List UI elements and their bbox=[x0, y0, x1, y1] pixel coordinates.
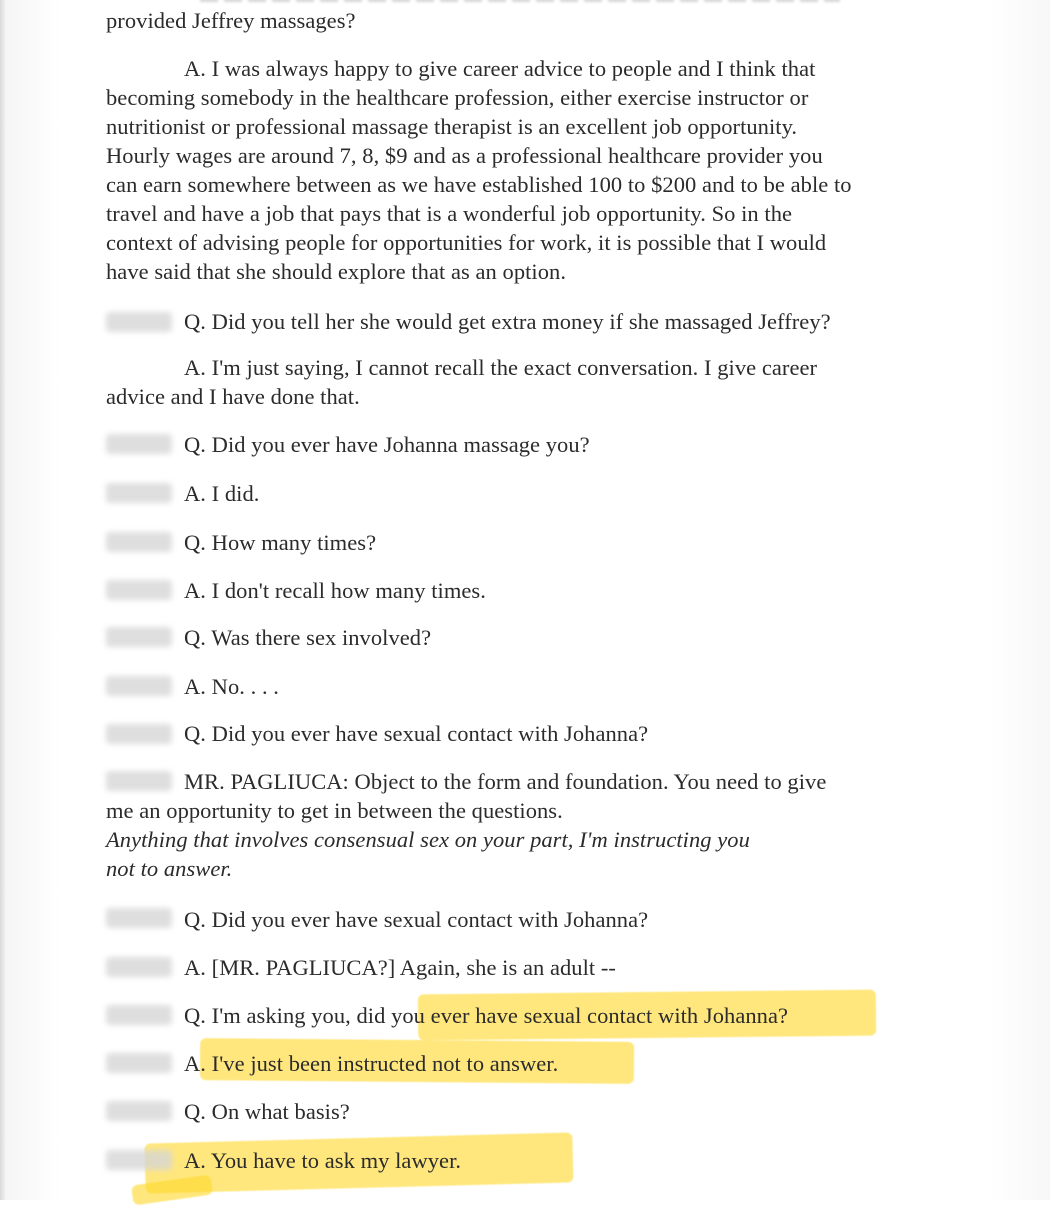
answer-career-advice bbox=[106, 54, 986, 286]
question-asking-prefix: Q. I'm asking you, did bbox=[184, 1003, 392, 1028]
objection-line: MR. PAGLIUCA: Object to the form and foundation. You need to give bbox=[184, 769, 827, 794]
question-sexual-contact-2: Q. Did you ever have sexual contact with Johanna? bbox=[184, 907, 649, 932]
question-how-many: Q. How many times? bbox=[184, 530, 377, 555]
answer-instructed-prefix: A. bbox=[184, 1051, 212, 1076]
answer-line: can earn somewhere between as we have established 100 to $200 and to be able to bbox=[106, 172, 852, 197]
answer-did: A. I did. bbox=[184, 481, 260, 506]
answer-line: A. I was always happy to give career advice to people and I think that bbox=[184, 56, 816, 81]
margin-redaction bbox=[106, 532, 172, 552]
answer-line: becoming somebody in the healthcare profession, either exercise instructor or bbox=[106, 85, 809, 110]
instruction-line: not to answer. bbox=[106, 856, 233, 881]
question-johanna-massage: Q. Did you ever have Johanna massage you? bbox=[184, 432, 590, 457]
margin-redaction bbox=[106, 312, 172, 332]
margin-redaction bbox=[106, 1101, 172, 1121]
margin-redaction bbox=[106, 724, 172, 744]
question-extra-money: Q. Did you tell her she would get extra money if she massaged Jeffrey? bbox=[184, 309, 831, 334]
margin-redaction bbox=[106, 1150, 172, 1170]
scan-edge-shadow bbox=[0, 0, 6, 1200]
margin-redaction bbox=[106, 483, 172, 503]
top-fragment: provided Jeffrey massages? bbox=[106, 8, 356, 33]
objection-line: me an opportunity to get in between the questions. bbox=[106, 798, 563, 823]
margin-redaction bbox=[106, 434, 172, 454]
answer-lawyer: A. You have to ask my lawyer. bbox=[184, 1148, 462, 1173]
cut-off-line-top bbox=[200, 0, 840, 2]
answer-dont-recall: A. I don't recall how many times. bbox=[184, 578, 486, 603]
answer-line: have said that she should explore that as an option. bbox=[106, 259, 566, 284]
objection-paragraph bbox=[106, 767, 986, 883]
instruction-line: Anything that involves consensual sex on your part, I'm instructing you bbox=[106, 827, 750, 852]
question-asking bbox=[184, 1001, 788, 1030]
answer-just-saying bbox=[106, 353, 986, 411]
question-basis: Q. On what basis? bbox=[184, 1099, 350, 1124]
question-sex-involved: Q. Was there sex involved? bbox=[184, 625, 432, 650]
margin-redaction bbox=[106, 676, 172, 696]
highlight-mark-final-tail bbox=[131, 1175, 213, 1205]
answer-line: A. I'm just saying, I cannot recall the exact conversation. I give career bbox=[184, 355, 818, 380]
answer-instructed bbox=[184, 1049, 558, 1078]
answer-line: Hourly wages are around 7, 8, $9 and as a professional healthcare provider you bbox=[106, 143, 823, 168]
answer-line: nutritionist or professional massage therapist is an excellent job opportunity. bbox=[106, 114, 798, 139]
margin-redaction bbox=[106, 627, 172, 647]
margin-redaction bbox=[106, 580, 172, 600]
margin-redaction bbox=[106, 957, 172, 977]
question-sexual-contact-1: Q. Did you ever have sexual contact with Johanna? bbox=[184, 721, 649, 746]
margin-redaction bbox=[106, 908, 172, 928]
answer-instructed-highlighted: I've just been instructed not to answer. bbox=[211, 1051, 559, 1076]
margin-redaction bbox=[106, 1053, 172, 1073]
answer-line: context of advising people for opportunities for work, it is possible that I would bbox=[106, 230, 827, 255]
answer-adult: A. [MR. PAGLIUCA?] Again, she is an adult -- bbox=[184, 955, 616, 980]
answer-no: A. No. . . . bbox=[184, 674, 279, 699]
margin-redaction bbox=[106, 1005, 172, 1025]
answer-line: travel and have a job that pays that is a wonderful job opportunity. So in the bbox=[106, 201, 793, 226]
answer-line: advice and I have done that. bbox=[106, 384, 360, 409]
question-asking-highlighted: you ever have sexual contact with Johanna? bbox=[391, 1003, 789, 1028]
